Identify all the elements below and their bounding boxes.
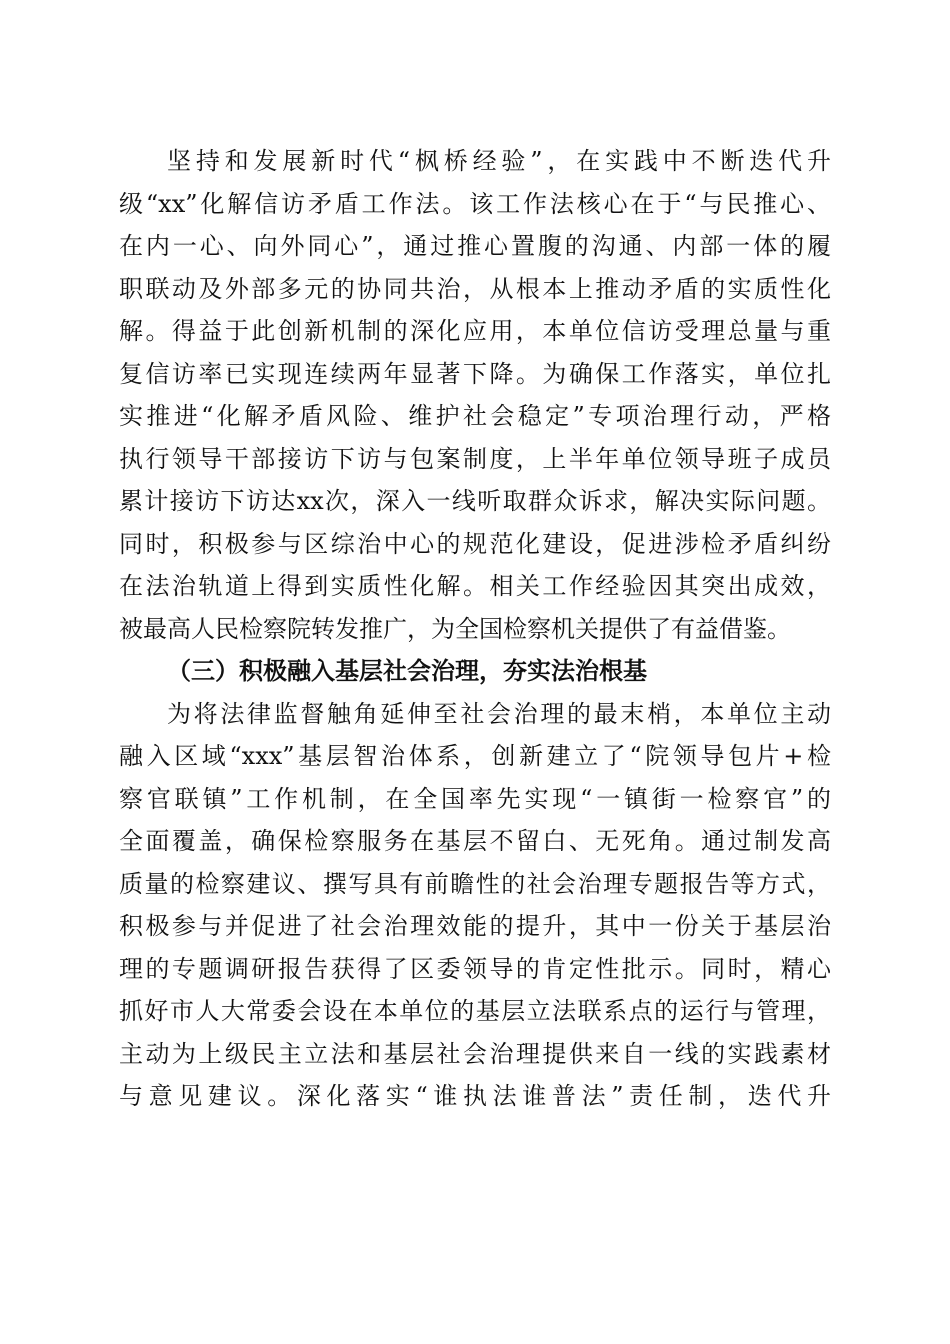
paragraph-line: 级“xx”化解信访矛盾工作法。该工作法核心在于“与民推心、 — [119, 189, 831, 218]
paragraph-line: 积极参与并促进了社会治理效能的提升，其中一份关于基层治 — [119, 912, 831, 940]
paragraph-line: 累计接访下访达xx次，深入一线听取群众诉求，解决实际问题。 — [119, 487, 831, 515]
paragraph-line: 同时，积极参与区综治中心的规范化建设，促进涉检矛盾纠纷 — [119, 529, 831, 558]
paragraph-line: 在内一心、向外同心”，通过推心置腹的沟通、内部一体的履 — [119, 232, 831, 260]
paragraph-1 — [119, 140, 831, 650]
paragraph-line: 为将法律监督触角延伸至社会治理的最末梢，本单位主动 — [167, 699, 831, 728]
paragraph-line: 解。得益于此创新机制的深化应用，本单位信访受理总量与重 — [119, 317, 831, 345]
paragraph-line: 执行领导干部接访下访与包案制度，上半年单位领导班子成员 — [119, 444, 831, 473]
paragraph-line: 抓好市人大常委会设在本单位的基层立法联系点的运行与管理， — [119, 997, 831, 1025]
paragraph-line: 察官联镇”工作机制，在全国率先实现“一镇街一检察官”的 — [119, 784, 831, 813]
paragraph-line: 复信访率已实现连续两年显著下降。为确保工作落实，单位扎 — [119, 359, 831, 388]
paragraph-2 — [119, 693, 831, 1118]
paragraph-line: 理的专题调研报告获得了区委领导的肯定性批示。同时，精心 — [119, 954, 831, 983]
paragraph-line: 被最高人民检察院转发推广，为全国检察机关提供了有益借鉴。 — [119, 614, 791, 643]
paragraph-line: 坚持和发展新时代“枫桥经验”，在实践中不断迭代升 — [167, 147, 831, 175]
paragraph-line: 职联动及外部多元的协同共治，从根本上推动矛盾的实质性化 — [119, 274, 831, 303]
paragraph-line: 融入区域“xxx”基层智治体系，创新建立了“院领导包片+检 — [119, 742, 831, 770]
paragraph-line: 与意见建议。深化落实“谁执法谁普法”责任制，迭代升 — [119, 1082, 831, 1110]
paragraph-line: 实推进“化解矛盾风险、维护社会稳定”专项治理行动，严格 — [119, 402, 831, 430]
paragraph-line: 在法治轨道上得到实质性化解。相关工作经验因其突出成效， — [119, 572, 831, 600]
paragraph-line: 主动为上级民主立法和基层社会治理提供来自一线的实践素材 — [119, 1039, 831, 1068]
document-body — [119, 140, 831, 1118]
paragraph-line: 全面覆盖，确保检察服务在基层不留白、无死角。通过制发高 — [119, 827, 831, 855]
paragraph-line: 质量的检察建议、撰写具有前瞻性的社会治理专题报告等方式， — [119, 869, 831, 898]
section-heading: （三）积极融入基层社会治理，夯实法治根基 — [167, 656, 647, 685]
